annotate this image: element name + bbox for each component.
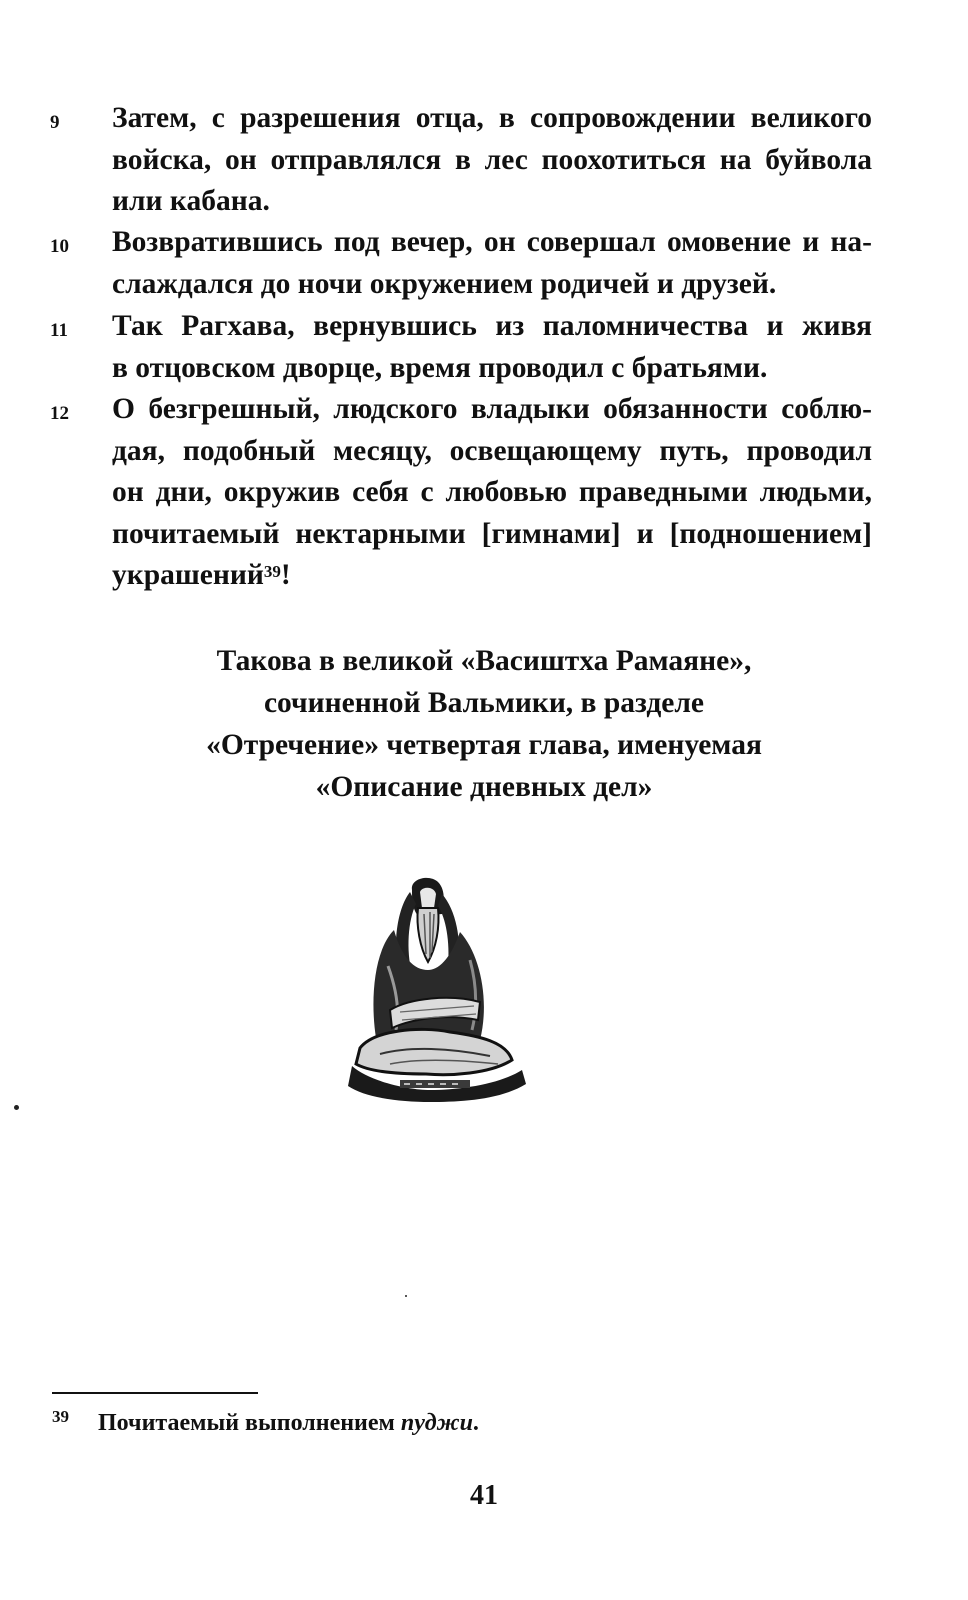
- verse-number: 11: [50, 320, 68, 341]
- verse-line: почитаемый нектарными [гимнами] и [подношением]: [112, 517, 872, 550]
- verse-line: в отцовском дворце, время проводил с братьями.: [112, 351, 768, 384]
- verse-last-line: [112, 555, 872, 597]
- page-number: 41: [470, 1480, 498, 1511]
- verse-line: Возвратившись под вечер, он совершал омовение и на-: [112, 226, 872, 258]
- verse-text: [112, 389, 872, 597]
- verse-line: дая, подобный месяцу, освещающему путь, проводил: [112, 434, 872, 467]
- verse-text: [112, 98, 872, 223]
- verse-line: он дни, окружив себя с любовью праведными людьми,: [112, 476, 872, 508]
- verse-number: 12: [50, 403, 69, 424]
- verse-text: [112, 222, 872, 305]
- verse-line-end: !: [280, 559, 291, 591]
- verse-line: войска, он отправлялся в лес поохотиться на буйвола: [112, 143, 872, 176]
- sage-figure-icon: [330, 870, 530, 1110]
- verse-text: [112, 306, 872, 389]
- footnote-divider: [52, 1392, 258, 1394]
- verse-line: Затем, с разрешения отца, в сопровождении великого: [112, 102, 872, 134]
- colophon-line: Такова в великой «Васиштха Рамаяне»,: [216, 645, 752, 677]
- colophon-line: сочиненной Вальмики, в разделе: [263, 687, 705, 719]
- verse-number: 10: [50, 236, 69, 257]
- footnote-end: .: [472, 1410, 479, 1436]
- verse-line: слаждался до ночи окружением родичей и друзей.: [112, 267, 777, 300]
- footnote-term: пуджи: [400, 1410, 473, 1436]
- verse-line: Так Рагхава, вернувшись из паломничества и живя: [112, 310, 872, 342]
- verse-line: или кабана.: [112, 185, 270, 217]
- footnote-number: 39: [52, 1407, 69, 1426]
- footnote-text: [98, 1410, 479, 1437]
- verse-line: украшений: [112, 559, 264, 591]
- scan-speck: [14, 1105, 19, 1110]
- scan-speck: [405, 1295, 407, 1297]
- verse-number: 9: [50, 112, 60, 133]
- footnote-reference[interactable]: 39: [263, 562, 281, 581]
- verse-line: О безгрешный, людского владыки обязанности соблю-: [112, 393, 872, 425]
- chapter-colophon: [0, 640, 968, 808]
- colophon-line: «Отречение» четвертая глава, именуемая: [206, 729, 762, 761]
- colophon-line: «Описание дневных дел»: [315, 771, 653, 803]
- footnote-body: Почитаемый выполнением: [98, 1410, 401, 1436]
